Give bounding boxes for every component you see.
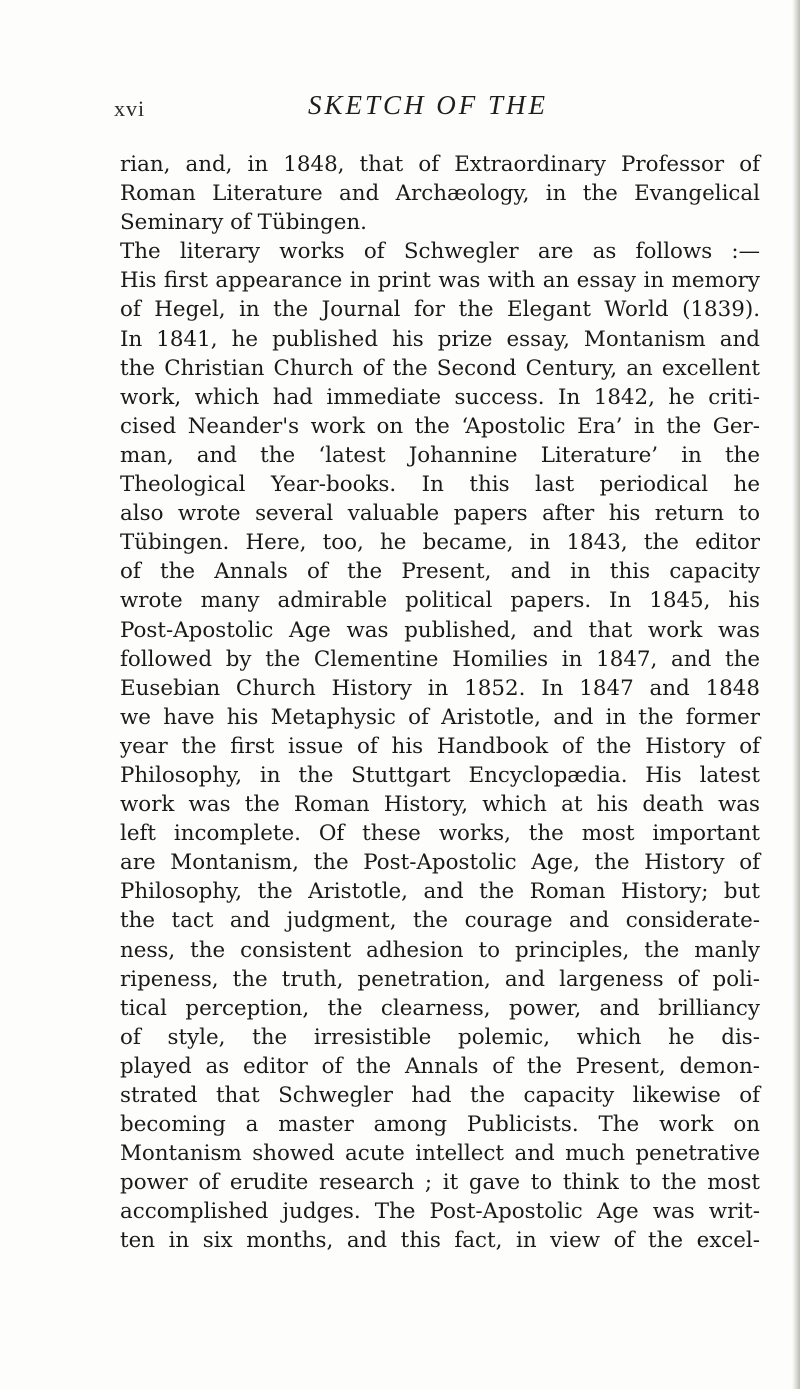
page-edge-shadow: [792, 0, 800, 1389]
text-line: Eusebian Church History in 1852. In 1847 and 1848: [120, 675, 760, 701]
text-line: Theological Year-books. In this last periodical he: [120, 472, 760, 498]
text-line: the tact and judgment, the courage and considerate-: [120, 908, 760, 934]
text-line: followed by the Clementine Homilies in 1847, and the: [120, 646, 760, 672]
text-line: Montanism showed acute intellect and much penetrative: [120, 1141, 760, 1167]
text-line: Tübingen. Here, too, he became, in 1843, the editor: [120, 530, 760, 556]
text-line: Philosophy, the Aristotle, and the Roman History; but: [120, 879, 760, 905]
body-text: [120, 150, 760, 1256]
text-line: are Montanism, the Post-Apostolic Age, the History of: [120, 850, 760, 876]
text-line: The literary works of Schwegler are as follows :—: [120, 239, 760, 265]
text-line: left incomplete. Of these works, the most important: [120, 821, 760, 847]
text-line: strated that Schwegler had the capacity likewise of: [120, 1083, 760, 1108]
text-line: Post-Apostolic Age was published, and that work was: [120, 617, 760, 643]
text-line: of Hegel, in the Journal for the Elegant World (1839).: [120, 297, 760, 323]
text-line: cised Neander's work on the ‘Apostolic Era’ in the Ger-: [120, 413, 760, 439]
text-line: rian, and, in 1848, that of Extraordinary Professor of: [120, 152, 760, 177]
text-line: work, which had immediate success. In 1842, he criti-: [120, 384, 760, 410]
text-line: ripeness, the truth, penetration, and largeness of poli-: [120, 966, 760, 992]
text-line: ten in six months, and this fact, in view of the excel-: [120, 1228, 760, 1254]
page-header: [114, 88, 734, 128]
text-line: the Christian Church of the Second Century, an excellent: [120, 355, 760, 381]
text-line: tical perception, the clearness, power, and brilliancy: [120, 995, 760, 1021]
text-line: wrote many admirable political papers. In 1845, his: [120, 588, 760, 614]
page-number: xvi: [114, 96, 146, 121]
text-line: Seminary of Tübingen.: [120, 210, 367, 236]
text-line: becoming a master among Publicists. The work on: [120, 1112, 760, 1138]
text-line: year the first issue of his Handbook of the History of: [120, 733, 760, 759]
text-line: work was the Roman History, which at his death was: [120, 792, 760, 818]
text-line: accomplished judges. The Post-Apostolic Age was writ-: [120, 1199, 760, 1225]
running-title: SKETCH OF THE: [308, 90, 549, 120]
text-line: His first appearance in print was with an essay in memory: [120, 268, 760, 294]
text-line: In 1841, he published his prize essay, Montanism and: [120, 326, 760, 352]
text-line: also wrote several valuable papers after his return to: [120, 501, 760, 527]
text-line: of the Annals of the Present, and in this capacity: [120, 559, 760, 585]
text-line: played as editor of the Annals of the Present, demon-: [120, 1053, 760, 1079]
text-line: man, and the ‘latest Johannine Literature’ in the: [120, 442, 760, 468]
text-line: Roman Literature and Archæology, in the Evangelical: [120, 181, 760, 207]
text-line: power of erudite research ; it gave to think to the most: [120, 1170, 760, 1196]
text-line: ness, the consistent adhesion to principles, the manly: [120, 937, 760, 963]
text-line: Philosophy, in the Stuttgart Encyclopædia. His latest: [120, 762, 760, 788]
text-line: we have his Metaphysic of Aristotle, and in the former: [120, 704, 760, 730]
text-line: of style, the irresistible polemic, which he dis-: [120, 1024, 760, 1050]
